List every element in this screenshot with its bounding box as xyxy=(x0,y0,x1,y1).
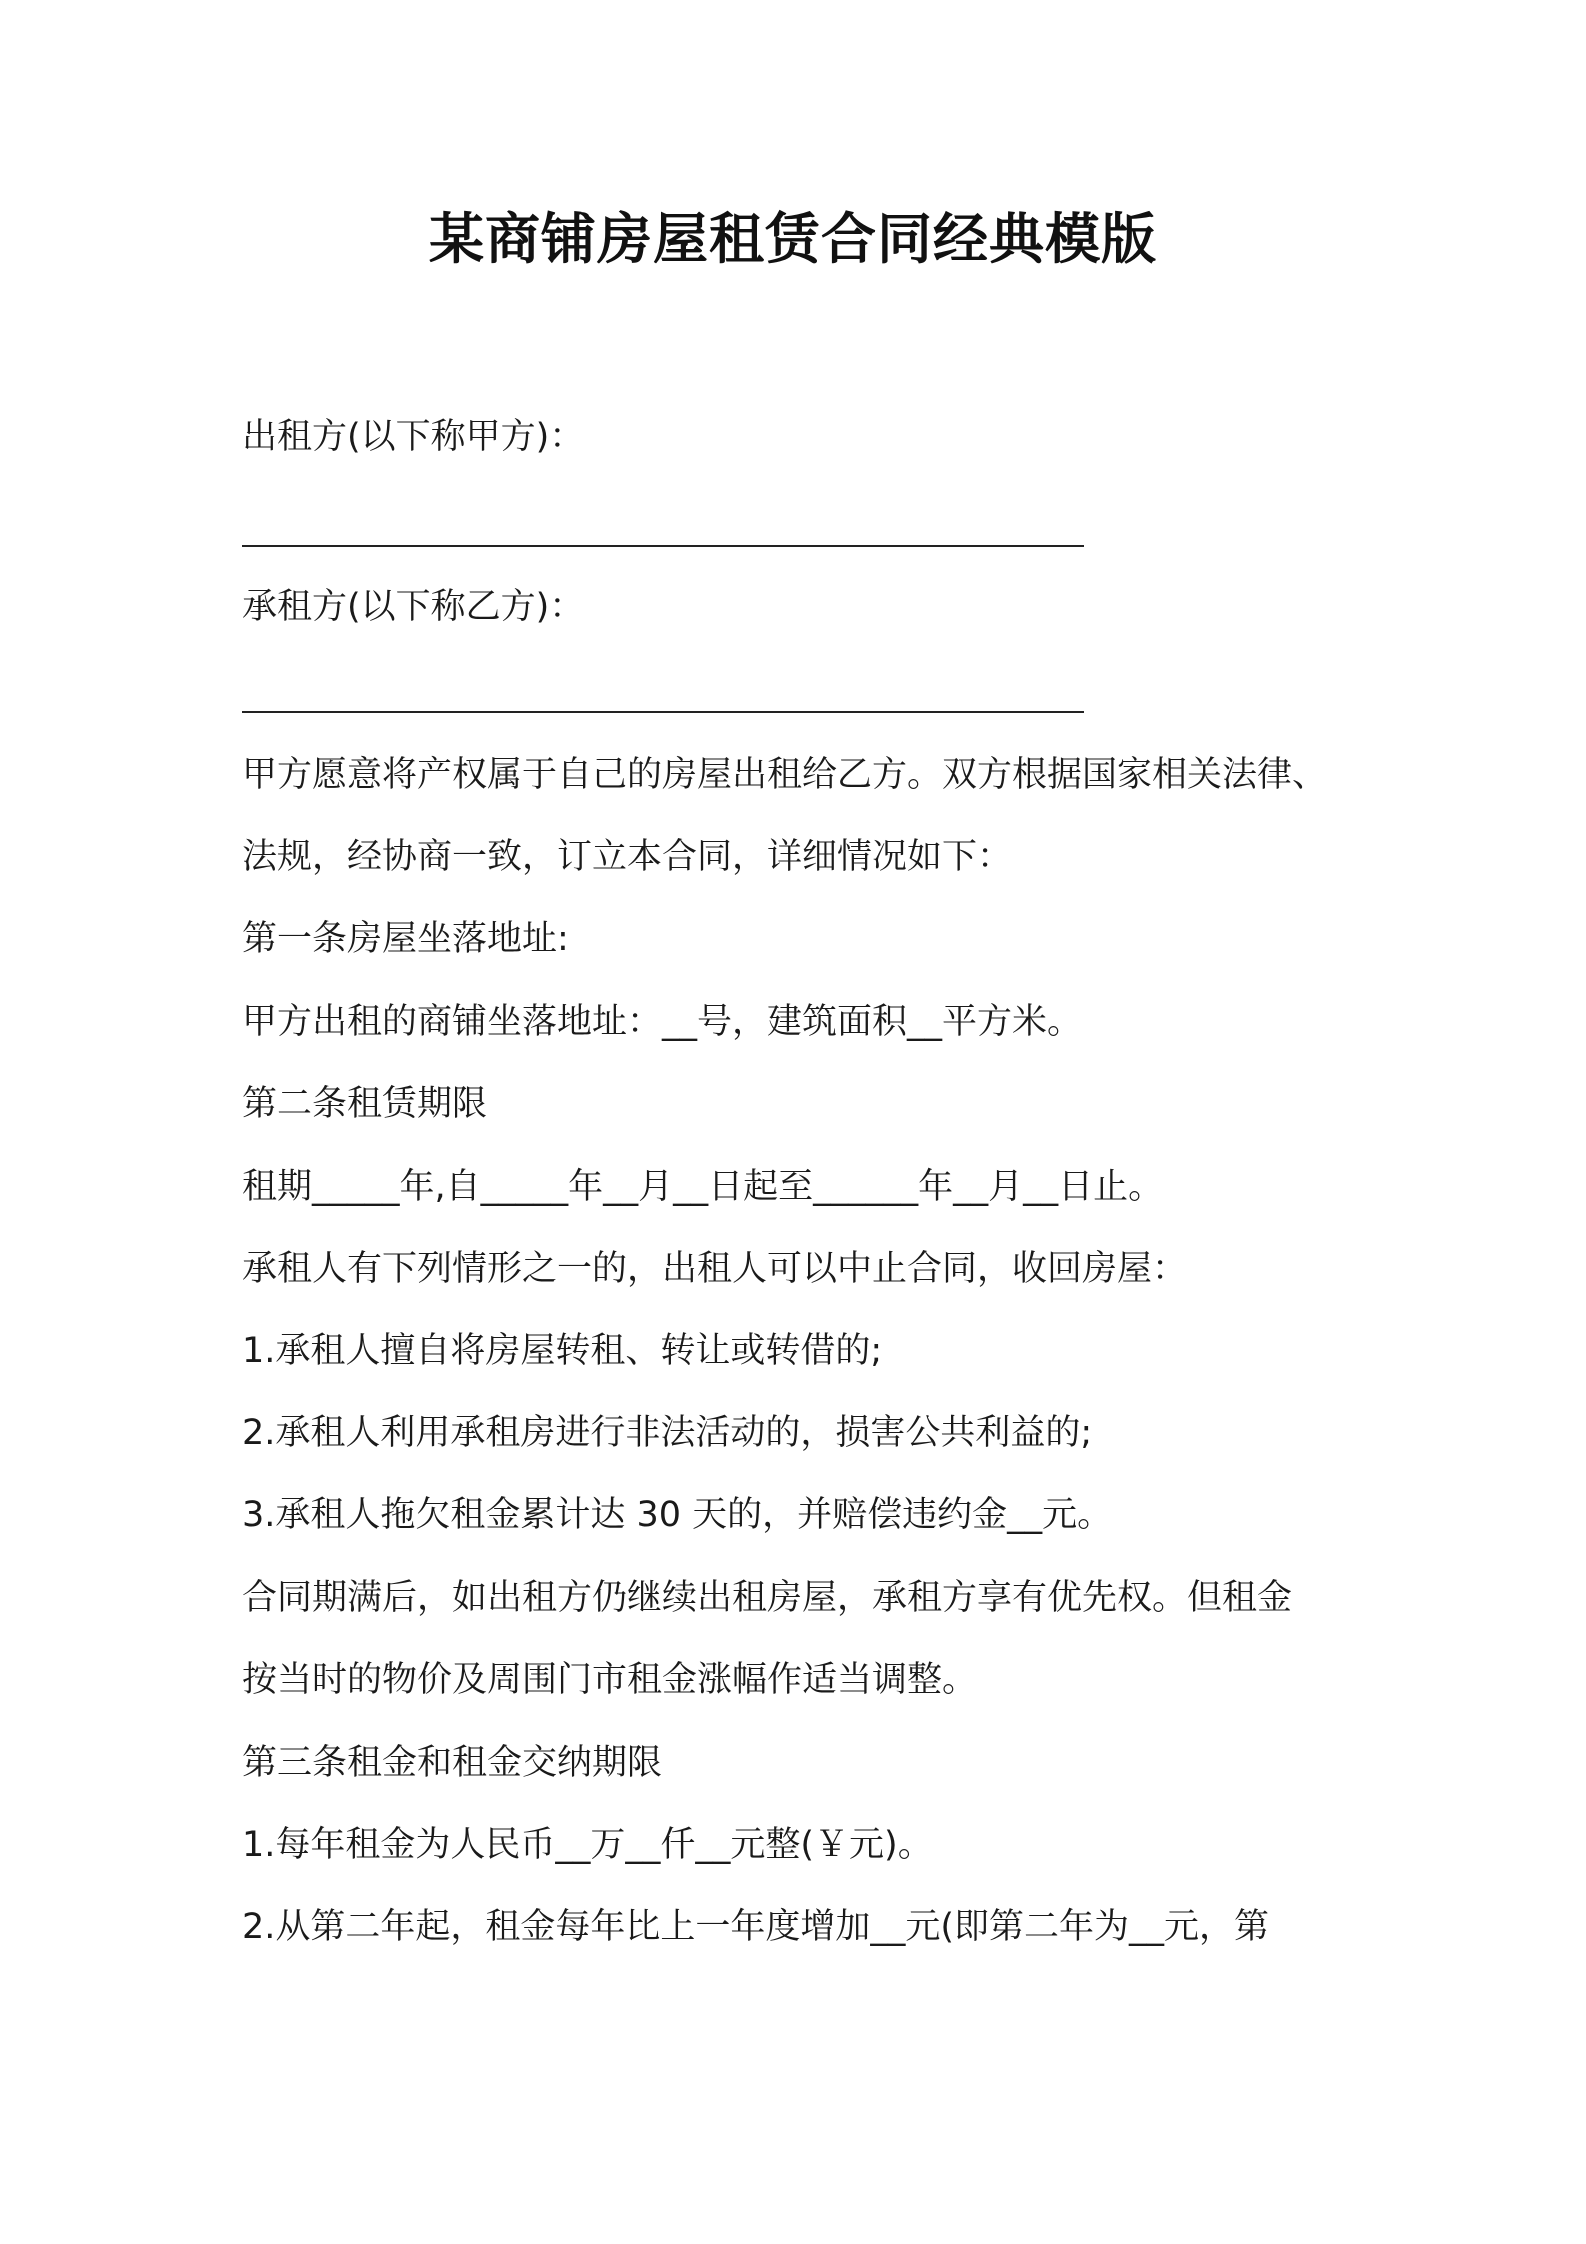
article-heading: 第一条房屋坐落地址: xyxy=(242,919,569,959)
list-item: 3.承租人拖欠租金累计达 30 天的，并赔偿违约金__元。 xyxy=(242,1495,1113,1535)
paragraph-line: 甲方出租的商铺坐落地址：__号，建筑面积__平方米。 xyxy=(242,1002,1083,1042)
paragraph-line: 合同期满后，如出租方仍继续出租房屋，承租方享有优先权。但租金 xyxy=(242,1578,1293,1618)
paragraph-line: 承租人有下列情形之一的，出租人可以中止合同，收回房屋： xyxy=(242,1249,1188,1289)
article-heading: 第二条租赁期限 xyxy=(242,1084,488,1124)
paragraph-line: 法规，经协商一致，订立本合同，详细情况如下： xyxy=(242,837,1013,877)
list-item: 1.承租人擅自将房屋转租、转让或转借的; xyxy=(242,1331,883,1371)
lessor-label: 出租方(以下称甲方)： xyxy=(242,417,585,457)
paragraph-line: 按当时的物价及周围门市租金涨幅作适当调整。 xyxy=(242,1660,978,1700)
document-title: 某商铺房屋租赁合同经典模版 xyxy=(428,207,1157,271)
lessor-blank-line xyxy=(242,545,1084,547)
list-item: 2.从第二年起，租金每年比上一年度增加__元(即第二年为__元，第 xyxy=(242,1907,1270,1947)
paragraph-line: 甲方愿意将产权属于自己的房屋出租给乙方。双方根据国家相关法律、 xyxy=(242,755,1328,795)
paragraph-line: 租期_____年,自_____年__月__日起至______年__月__日止。 xyxy=(242,1167,1164,1207)
list-item: 2.承租人利用承租房进行非法活动的，损害公共利益的; xyxy=(242,1413,1093,1453)
lessee-label: 承租方(以下称乙方)： xyxy=(242,587,585,627)
lessee-blank-line xyxy=(242,711,1084,713)
list-item: 1.每年租金为人民币__万__仟__元整(￥元)。 xyxy=(242,1825,933,1865)
article-heading: 第三条租金和租金交纳期限 xyxy=(242,1743,663,1783)
